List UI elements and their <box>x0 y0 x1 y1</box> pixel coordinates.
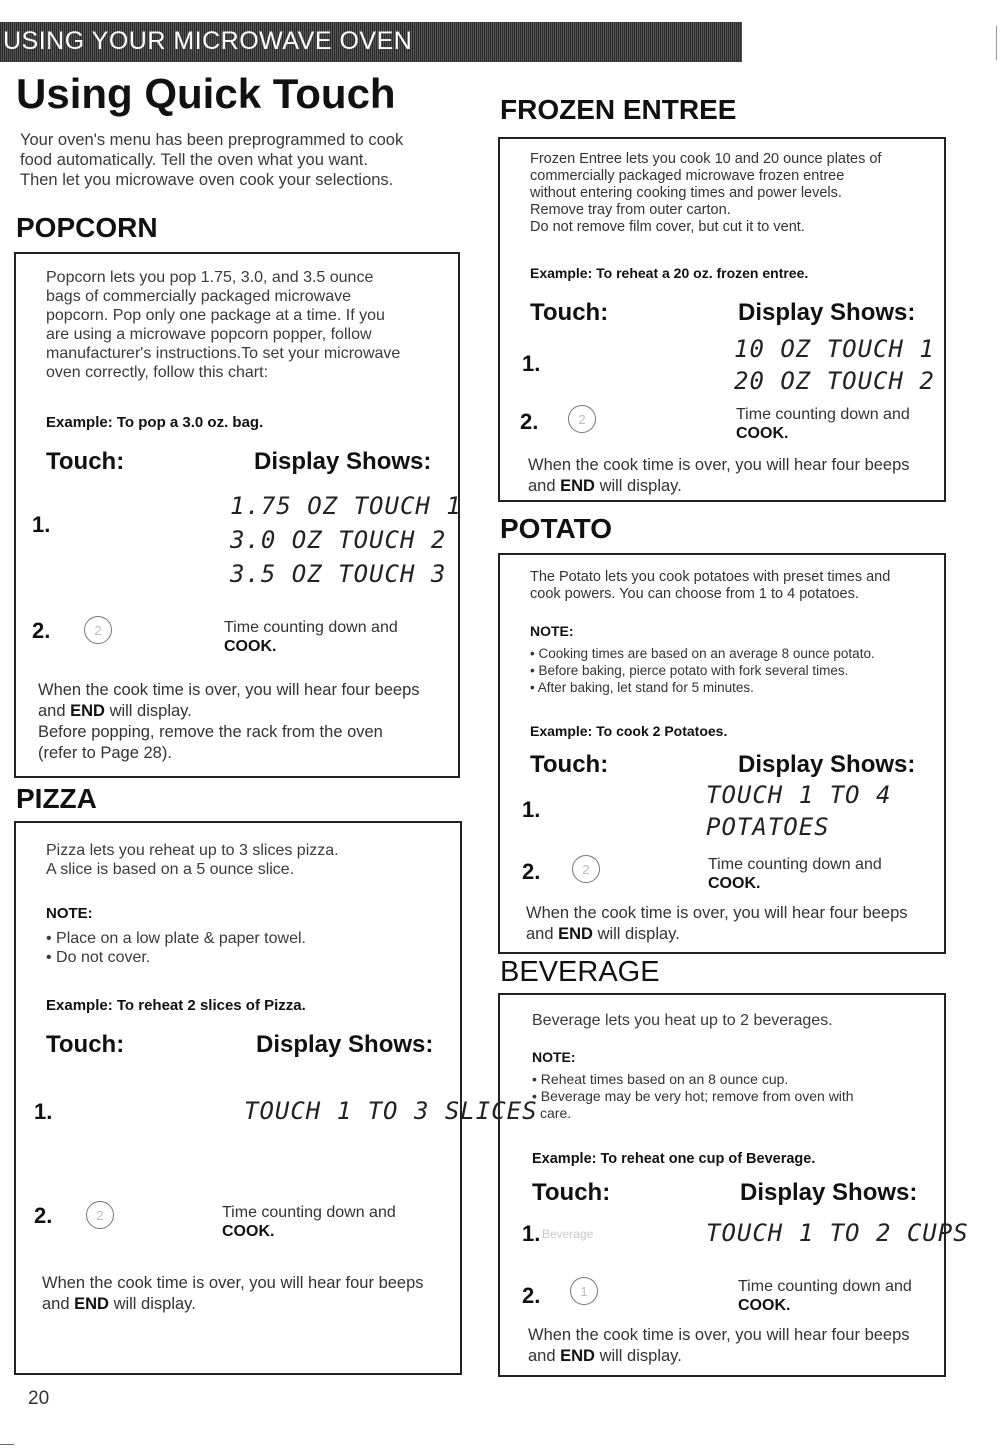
note-label: NOTE: <box>532 1049 576 1065</box>
pizza-panel <box>14 821 538 1375</box>
step-number: 2. <box>34 1203 53 1228</box>
corner-rule <box>0 1444 14 1445</box>
potato-example: Example: To cook 2 Potatoes. <box>530 723 728 739</box>
potato-heading: POTATO <box>500 513 612 544</box>
lcd-display-line: 20 OZ TOUCH 2 <box>734 367 935 395</box>
display-column-header: Display Shows: <box>738 299 916 326</box>
step-number: 2. <box>522 1283 541 1308</box>
step-number: 1. <box>522 351 541 376</box>
end-message: When the cook time is over, you will hear four beeps and END will display. Before popping, remove the rack from the oven (refer to Page 28). <box>38 681 420 762</box>
popcorn-description: Popcorn lets you pop 1.75, 3.0, and 3.5 ounce bags of commercially packaged microwave popcorn. Pop only one package at a time. If you are using a microwave popcorn popper, follow manufacturer's instructions.To set your microwave oven correctly, follow this chart: <box>46 269 401 381</box>
beverage-button-label: Beverage <box>542 1227 594 1241</box>
touch-column-header: Touch: <box>46 1031 125 1058</box>
banner-text: USING YOUR MICROWAVE OVEN <box>3 27 413 55</box>
lcd-display-line: 3.5 OZ TOUCH 3 <box>230 560 447 588</box>
pizza-heading: PIZZA <box>16 783 97 814</box>
lcd-display-line: TOUCH 1 TO 2 CUPS <box>706 1219 969 1247</box>
lcd-display-line: 1.75 OZ TOUCH 1 <box>230 492 462 520</box>
frozen-entree-panel <box>498 137 946 502</box>
lcd-display-line: TOUCH 1 TO 4 <box>706 781 892 809</box>
beverage-description: Beverage lets you heat up to 2 beverages. <box>532 1012 833 1029</box>
popcorn-panel <box>14 252 460 778</box>
step-number: 2. <box>522 859 541 884</box>
start-button-icon: 2 <box>84 616 112 644</box>
display-column-header: Display Shows: <box>738 751 916 778</box>
timer-status-text: Time counting down and COOK. <box>738 1278 912 1314</box>
lcd-display-line: 3.0 OZ TOUCH 2 <box>230 526 447 554</box>
step-number: 1. <box>522 1221 541 1246</box>
beverage-heading: BEVERAGE <box>500 956 660 988</box>
frozen-entree-example: Example: To reheat a 20 oz. frozen entree. <box>530 265 809 281</box>
note-label: NOTE: <box>530 623 574 639</box>
potato-panel <box>498 553 946 954</box>
frozen-entree-description: Frozen Entree lets you cook 10 and 20 ounce plates of commercially packaged microwave frozen entree without entering cooking times and power levels. Remove tray from outer carton. Do not remove film cover, but cut it to vent. <box>530 151 882 235</box>
popcorn-heading: POPCORN <box>16 212 158 243</box>
frozen-entree-heading: FROZEN ENTREE <box>500 94 737 125</box>
popcorn-example: Example: To pop a 3.0 oz. bag. <box>46 414 264 431</box>
beverage-example: Example: To reheat one cup of Beverage. <box>532 1151 816 1167</box>
start-button-icon: 2 <box>572 855 600 883</box>
end-message: When the cook time is over, you will hear four beeps and END will display. <box>42 1274 424 1313</box>
end-message: When the cook time is over, you will hear four beeps and END will display. <box>528 1326 910 1365</box>
step-number: 1. <box>32 512 51 537</box>
step-number: 2. <box>32 618 51 643</box>
section-banner <box>0 22 742 62</box>
end-message: When the cook time is over, you will hear four beeps and END will display. <box>528 456 910 495</box>
timer-status-text: Time counting down and COOK. <box>222 1204 396 1240</box>
beverage-panel <box>498 993 969 1377</box>
touch-column-header: Touch: <box>530 299 609 326</box>
step-number: 1. <box>522 797 541 822</box>
display-column-header: Display Shows: <box>256 1031 434 1058</box>
step-number: 1. <box>34 1099 53 1124</box>
timer-status-text: Time counting down and COOK. <box>224 619 398 655</box>
timer-status-text: Time counting down and COOK. <box>736 406 910 442</box>
pizza-description: Pizza lets you reheat up to 3 slices pizza. A slice is based on a 5 ounce slice. <box>46 842 339 878</box>
pizza-example: Example: To reheat 2 slices of Pizza. <box>46 997 306 1014</box>
lcd-display-line: TOUCH 1 TO 3 SLICES <box>244 1097 538 1125</box>
touch-column-header: Touch: <box>530 751 609 778</box>
step-number: 2. <box>520 409 539 434</box>
beverage-notes: • Reheat times based on an 8 ounce cup. • Beverage may be very hot; remove from oven with care. <box>532 1071 854 1121</box>
page-number: 20 <box>28 1388 50 1409</box>
note-label: NOTE: <box>46 905 93 922</box>
page-title: Using Quick Touch <box>16 70 396 117</box>
display-column-header: Display Shows: <box>740 1179 918 1206</box>
edge-mark <box>996 26 997 60</box>
start-button-icon: 2 <box>86 1201 114 1229</box>
end-message: When the cook time is over, you will hear four beeps and END will display. <box>526 904 908 943</box>
display-column-header: Display Shows: <box>254 448 432 475</box>
potato-notes: • Cooking times are based on an average 8 ounce potato. • Before baking, pierce potato with fork several times. • After baking, let stand for 5 minutes. <box>530 646 875 695</box>
touch-column-header: Touch: <box>532 1179 611 1206</box>
lcd-display-line: POTATOES <box>706 813 830 841</box>
lcd-display-line: 10 OZ TOUCH 1 <box>734 335 935 363</box>
start-button-icon: 1 <box>570 1277 598 1305</box>
timer-status-text: Time counting down and COOK. <box>708 856 882 892</box>
touch-column-header: Touch: <box>46 448 125 475</box>
potato-description: The Potato lets you cook potatoes with preset times and cook powers. You can choose from 1 to 4 potatoes. <box>530 569 891 602</box>
pizza-notes: • Place on a low plate & paper towel. • Do not cover. <box>46 930 306 966</box>
intro-text: Your oven's menu has been preprogrammed to cook food automatically. Tell the oven what you want. Then let you microwave oven cook your selections. <box>20 131 404 189</box>
start-button-icon: 2 <box>568 405 596 433</box>
